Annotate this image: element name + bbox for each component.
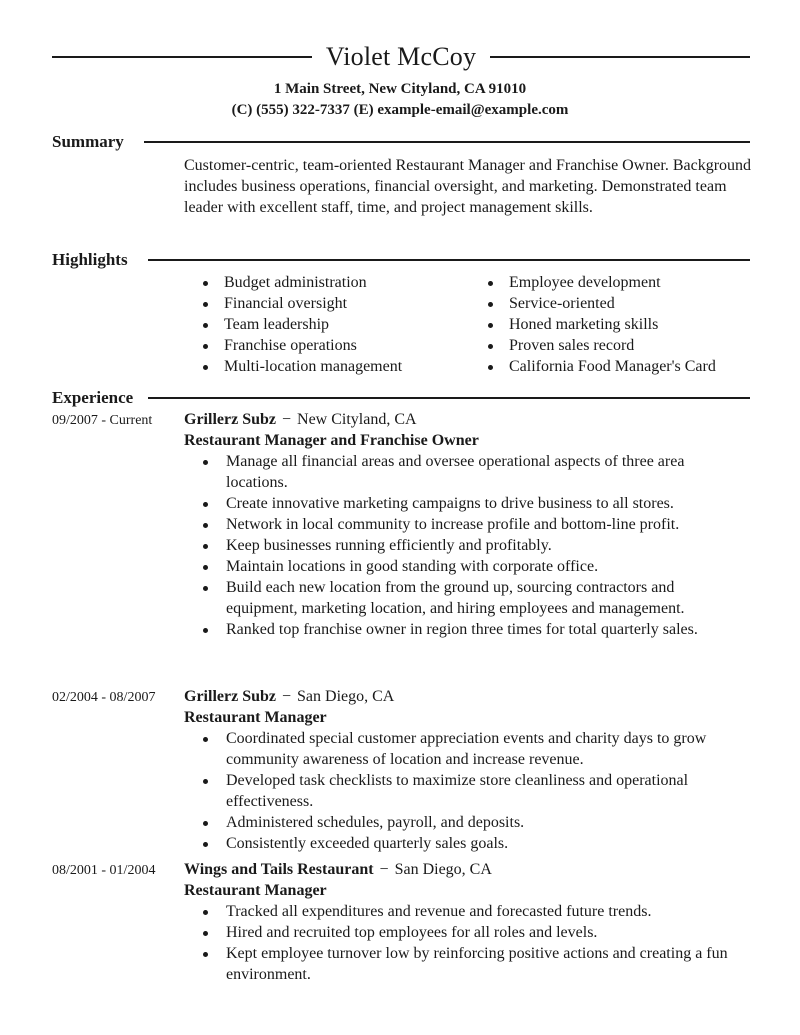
separator: −	[281, 411, 292, 428]
bullet-icon	[203, 628, 208, 633]
bullet-icon	[203, 565, 208, 570]
job-details	[184, 409, 754, 640]
list-item: Honed marketing skills	[485, 314, 716, 335]
list-item: Budget administration	[200, 272, 402, 293]
list-item: Network in local community to increase profile and bottom-line profit.	[200, 514, 740, 535]
bullet-icon	[203, 344, 208, 349]
job-bullets	[200, 728, 740, 854]
list-item: Manage all financial areas and oversee operational aspects of three area locations.	[200, 451, 740, 493]
section-summary-heading	[52, 130, 750, 154]
bullet-icon	[203, 910, 208, 915]
summary-text: Customer-centric, team-oriented Restaurant Manager and Franchise Owner. Background includes business operations, financial oversight, and marketing. Demonstrated team leader with excellent staff, time, and project management skills.	[184, 157, 752, 216]
job-dates: 08/2001 - 01/2004	[52, 863, 156, 878]
job-location: San Diego, CA	[297, 688, 395, 705]
list-item: Team leadership	[200, 314, 402, 335]
job-bullets	[200, 901, 740, 985]
bullet-icon	[203, 842, 208, 847]
list-item: Multi-location management	[200, 356, 402, 377]
job-employer-line	[184, 859, 754, 880]
section-rule	[144, 141, 750, 143]
bullet-icon	[488, 281, 493, 286]
job-employer-line	[184, 409, 754, 430]
bullet-icon	[488, 323, 493, 328]
list-item: Create innovative marketing campaigns to drive business to all stores.	[200, 493, 740, 514]
list-item: Consistently exceeded quarterly sales goals.	[200, 833, 740, 854]
bullet-icon	[203, 502, 208, 507]
header-rule-right	[490, 56, 750, 58]
phone-email: (C) (555) 322-7337 (E) example-email@example.com	[231, 102, 569, 118]
name-header	[52, 40, 750, 74]
list-item: Developed task checklists to maximize store cleanliness and operational effectiveness.	[200, 770, 740, 812]
list-item: Kept employee turnover low by reinforcing positive actions and creating a fun environment.	[200, 943, 740, 985]
employer-name: Wings and Tails Restaurant	[184, 861, 374, 878]
job-dates: 09/2007 - Current	[52, 413, 153, 428]
job-title: Restaurant Manager	[184, 882, 327, 899]
bullet-icon	[203, 586, 208, 591]
section-highlights-heading	[52, 248, 750, 272]
employer-name: Grillerz Subz	[184, 411, 276, 428]
separator: −	[379, 861, 389, 878]
list-item: Tracked all expenditures and revenue and forecasted future trends.	[200, 901, 740, 922]
job-details	[184, 859, 754, 985]
job-employer-line	[184, 686, 754, 707]
job-location: San Diego, CA	[394, 861, 492, 878]
job-bullets	[200, 451, 740, 640]
bullet-icon	[488, 302, 493, 307]
section-title: Summary	[52, 130, 124, 154]
list-item: Proven sales record	[485, 335, 716, 356]
bullet-icon	[203, 737, 208, 742]
bullet-icon	[203, 931, 208, 936]
list-item: Build each new location from the ground up, sourcing contractors and equipment, marketing location, and hiring employees and management.	[200, 577, 740, 619]
list-item: Ranked top franchise owner in region three times for total quarterly sales.	[200, 619, 740, 640]
bullet-icon	[203, 523, 208, 528]
bullet-icon	[203, 281, 208, 286]
bullet-icon	[203, 779, 208, 784]
highlights-list-right	[485, 272, 716, 377]
bullet-icon	[203, 365, 208, 370]
section-title: Highlights	[52, 248, 128, 272]
header-rule-left	[52, 56, 312, 58]
job-location: New Cityland, CA	[297, 411, 417, 428]
list-item: Hired and recruited top employees for all roles and levels.	[200, 922, 740, 943]
list-item: Keep businesses running efficiently and profitably.	[200, 535, 740, 556]
list-item: Maintain locations in good standing with corporate office.	[200, 556, 740, 577]
job-title: Restaurant Manager	[184, 709, 327, 726]
list-item: Franchise operations	[200, 335, 402, 356]
candidate-name: Violet McCoy	[325, 42, 477, 71]
bullet-icon	[203, 952, 208, 957]
list-item: Financial oversight	[200, 293, 402, 314]
section-rule	[148, 259, 750, 261]
section-rule	[148, 397, 750, 399]
section-experience-heading	[52, 386, 750, 410]
list-item: California Food Manager's Card	[485, 356, 716, 377]
bullet-icon	[203, 821, 208, 826]
list-item: Administered schedules, payroll, and deposits.	[200, 812, 740, 833]
address: 1 Main Street, New Cityland, CA 91010	[273, 81, 527, 97]
list-item: Service-oriented	[485, 293, 716, 314]
section-title: Experience	[52, 386, 133, 410]
job-dates: 02/2004 - 08/2007	[52, 690, 156, 705]
job-details	[184, 686, 754, 854]
employer-name: Grillerz Subz	[184, 688, 276, 705]
list-item: Coordinated special customer appreciation events and charity days to grow community awareness of location and increase revenue.	[200, 728, 740, 770]
bullet-icon	[203, 460, 208, 465]
list-item: Employee development	[485, 272, 716, 293]
bullet-icon	[203, 302, 208, 307]
bullet-icon	[488, 344, 493, 349]
highlights-list-left	[200, 272, 402, 377]
bullet-icon	[203, 323, 208, 328]
job-title: Restaurant Manager and Franchise Owner	[184, 432, 479, 449]
bullet-icon	[488, 365, 493, 370]
bullet-icon	[203, 544, 208, 549]
separator: −	[281, 688, 292, 705]
